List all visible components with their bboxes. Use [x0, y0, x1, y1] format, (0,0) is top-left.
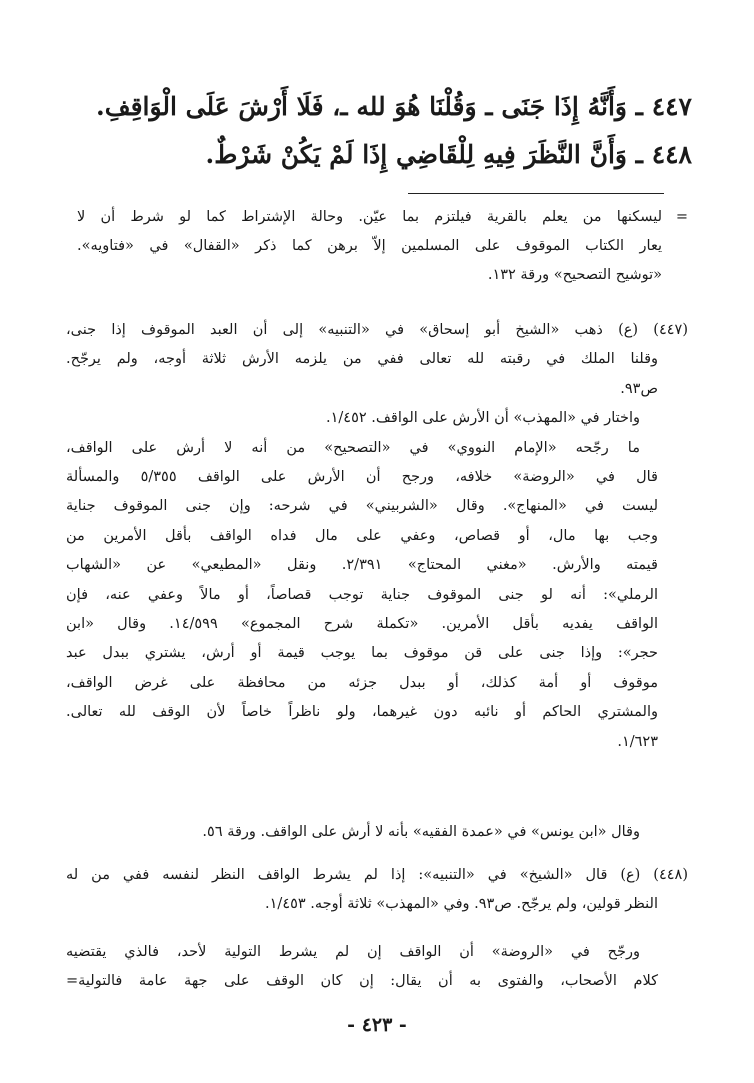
note-line: الرملي»: أنه لو جنى الموقوف جناية توجب قصاصاً، أو مالاً وعفي عنه، فإن [66, 586, 658, 603]
matn-line-447: ٤٤٧ ـ وَأَنَّهُ إِذَا جَنَى ـ وَقُلْنَا هُوَ لله ـ، فَلَا أَرْشَ عَلَى الْوَاقِفِ. [96, 92, 692, 121]
note-line: والمشتري الحاكم أو نائبه دون غيرهما، ولو ناظراً خاصاً لأن الوقف لله تعالى. [66, 704, 658, 721]
footnote-separator [408, 193, 664, 194]
note-447 [66, 316, 688, 757]
note-line: (٤٤٧) (ع) ذهب «الشيخ أبو إسحاق» في «التنبيه» إلى أن العبد الموقوف إذا جنى، [66, 322, 688, 338]
note-line: كلام الأصحاب، والفتوى به أن يقال: إن كان الوقف على جهة عامة فالتولية= [66, 973, 658, 990]
footnote-continued [77, 203, 662, 290]
footnote-line: «توشيح التصحيح» ورقة ١٣٢. [487, 267, 662, 283]
note-line: ما رجّحه «الإمام النووي» في «التصحيح» من أنه لا أرش على الواقف، [66, 439, 640, 456]
note-447-extra [66, 818, 688, 847]
note-line: ص٩٣. [620, 380, 658, 397]
note-line: وجب بها مال، أو قصاص، وعفي على مال فداه الواقف بأقل الأمرين من [66, 527, 658, 544]
note-line: ١/٦٢٣. [617, 733, 658, 750]
page-number: - ٤٢٣ - [347, 1014, 407, 1036]
note-line: قال في «الروضة» خلافه، ورجح أن الأرش على الواقف ٥/٣٥٥ والمسألة [66, 469, 658, 486]
matn-line-448: ٤٤٨ ـ وَأَنَّ النَّظَرَ فِيهِ لِلْقَاضِي إِذَا لَمْ يَكُنْ شَرْطٌ. [205, 140, 692, 169]
note-line: حجر»: وإذا جنى على قن موقوف بما يوجب قيمة أو أرش، يشتري ببدل عبد [66, 645, 658, 662]
note-line: ليست في «المنهاج». وقال «الشربيني» في شرحه: وإن جنى الموقوف جناية [66, 498, 658, 515]
note-line: وقال «ابن يونس» في «عمدة الفقيه» بأنه لا أرش على الواقف. ورقة ٥٦. [202, 824, 640, 840]
note-448 [66, 861, 688, 920]
footnote-line: يعار الكتاب الموقوف على المسلمين إلاّ برهن كما ذكر «القفال» في «فتاويه». [77, 238, 662, 254]
footnote-line: ليسكنها من يعلم بالقرية فيلتزم بما عيّن. وحالة الإشتراط كما لو شرط أن لا [77, 209, 662, 225]
note-line: النظر قولين، ولم يرجّح. ص٩٣. وفي «المهذب» ثلاثة أوجه. ١/٤٥٣. [265, 896, 658, 913]
note-line: قيمته والأرش. «مغني المحتاج» ٢/٣٩١. ونقل «المطيعي» عن «الشهاب [66, 557, 658, 574]
note-line: الواقف يفديه بأقل الأمرين. «تكملة شرح المجموع» ١٤/٥٩٩. وقال «ابن [66, 616, 659, 633]
note-448-extra [66, 938, 688, 997]
note-line: واختار في «المهذب» أن الأرش على الواقف. ١/٤٥٢. [326, 410, 640, 427]
note-line: (٤٤٨) (ع) قال «الشيخ» في «التنبيه»: إذا لم يشرط الواقف النظر لنفسه ففي من له [66, 867, 688, 883]
note-line: موقوف أو أمة كذلك، أو ببدل جزئه من محافظة على غرض الواقف، [66, 674, 658, 691]
continuation-marker: = [675, 209, 688, 225]
note-line: ورجّح في «الروضة» أن الواقف إن لم يشرط التولية لأحد، فالذي يقتضيه [66, 944, 640, 960]
note-line: وقلنا الملك في رقبته لله تعالى ففي من يلزمه الأرش ثلاثة أوجه، ولم يرجّح. [66, 351, 658, 368]
